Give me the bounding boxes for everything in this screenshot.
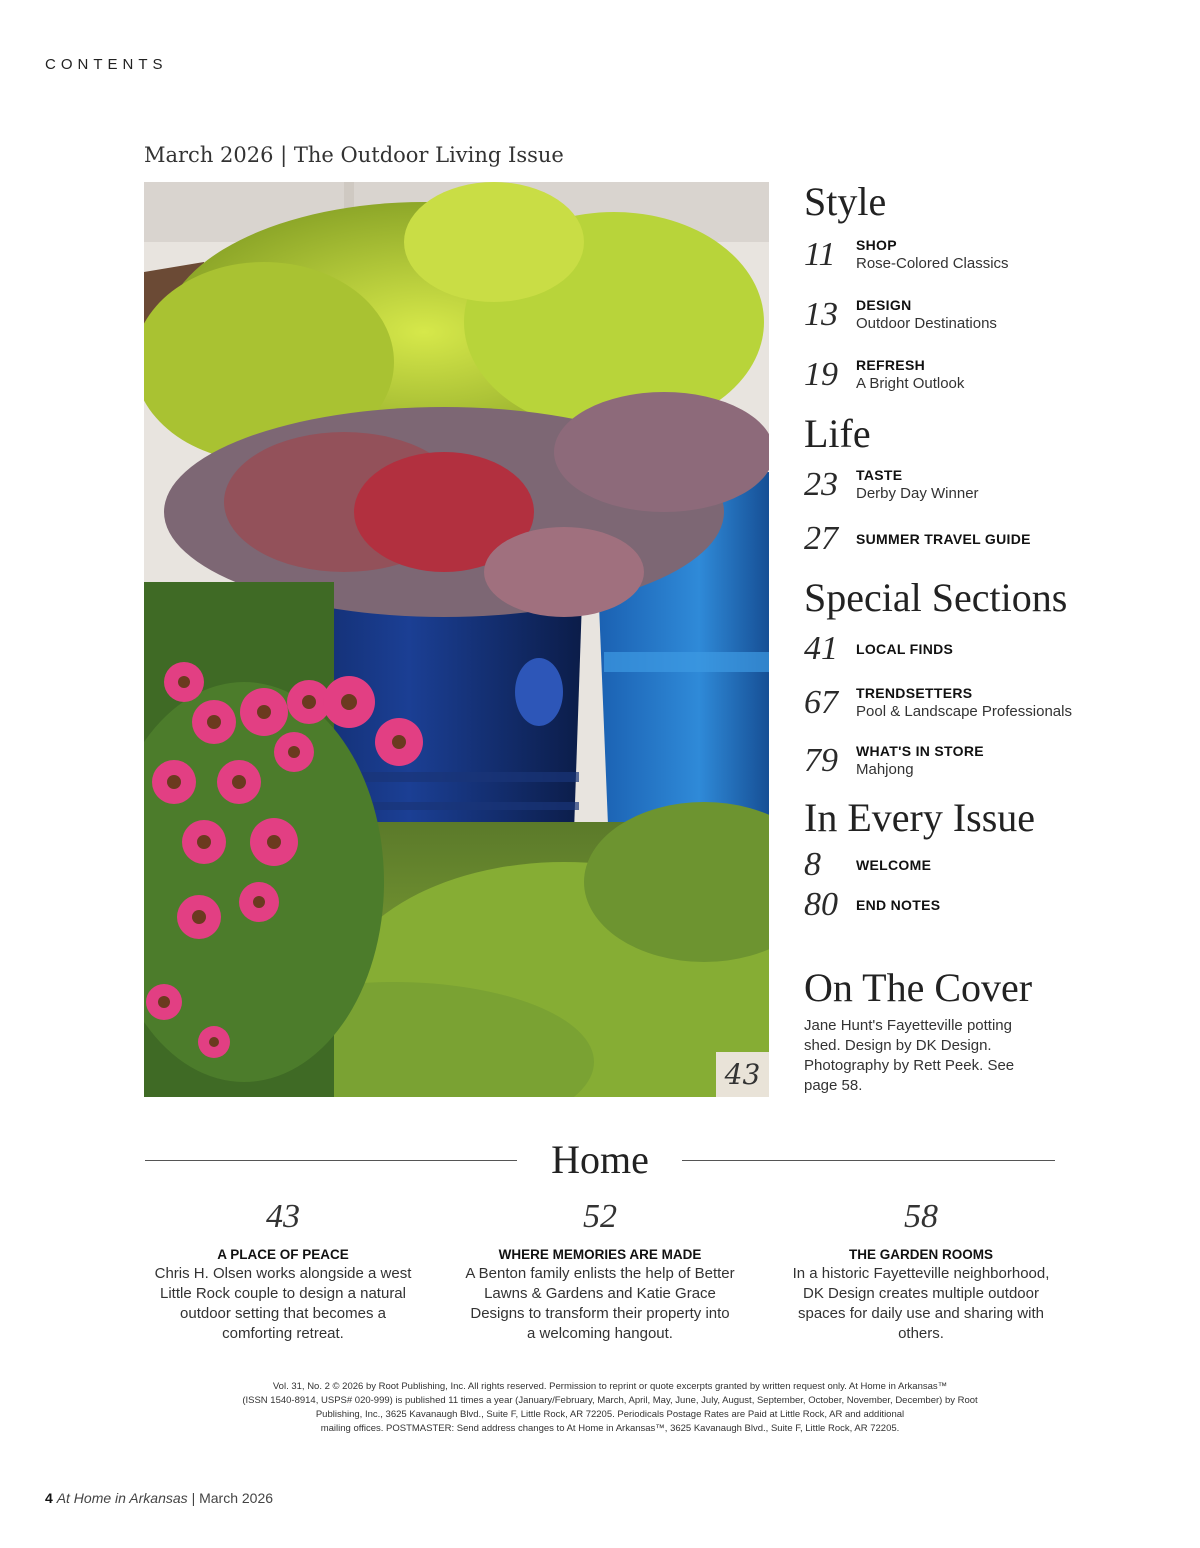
toc-page-number: 79 bbox=[804, 742, 838, 779]
garden-planters-image bbox=[144, 182, 769, 1097]
feature-dek: Chris H. Olsen works alongside a west Little Rock couple to design a natural outdoor setting that becomes a comforting retreat. bbox=[154, 1265, 412, 1342]
toc-kicker: END NOTES bbox=[856, 897, 941, 913]
toc-dek: Derby Day Winner bbox=[856, 485, 979, 502]
toc-heading-in-every-issue: In Every Issue bbox=[804, 795, 1036, 840]
folio-page-number: 4 bbox=[45, 1490, 53, 1506]
toc-entry[interactable] bbox=[804, 632, 1184, 666]
feature-dek: In a historic Fayetteville neighborhood, DK Design creates multiple outdoor spaces for daily use and sharing with others. bbox=[792, 1265, 1050, 1342]
home-heading: Home bbox=[551, 1137, 649, 1182]
table-of-contents bbox=[804, 178, 1184, 922]
toc-page-number: 19 bbox=[804, 356, 838, 393]
toc-kicker: REFRESH bbox=[856, 357, 925, 373]
toc-dek: Pool & Landscape Professionals bbox=[856, 703, 1072, 720]
toc-heading-life: Life bbox=[804, 411, 871, 456]
legal-fine-print bbox=[200, 1380, 1020, 1436]
legal-line: mailing offices. POSTMASTER: Send address changes to At Home in Arkansas™, 3625 Kavanaugh Blvd., Suite F, Little Rock, AR 72205. bbox=[320, 1423, 900, 1434]
legal-line: Vol. 31, No. 2 © 2026 by Root Publishing, Inc. All rights reserved. Permission to reprint or quote excerpts granted by written request only. At Home in Arkansas™ bbox=[272, 1381, 948, 1392]
toc-page-number: 80 bbox=[804, 886, 838, 923]
feature-page-number: 52 bbox=[583, 1198, 617, 1235]
toc-dek: Outdoor Destinations bbox=[856, 315, 997, 332]
toc-entry[interactable] bbox=[804, 742, 1184, 780]
folio bbox=[45, 1490, 273, 1506]
toc-entry[interactable] bbox=[804, 466, 1184, 504]
cover-photo bbox=[144, 182, 769, 1097]
feature-kicker: THE GARDEN ROOMS bbox=[848, 1247, 993, 1262]
toc-page-number: 41 bbox=[804, 630, 838, 667]
feature-kicker: WHERE MEMORIES ARE MADE bbox=[498, 1247, 702, 1262]
toc-dek: Rose-Colored Classics bbox=[856, 255, 1009, 272]
home-feature[interactable] bbox=[148, 1195, 418, 1344]
toc-kicker: WELCOME bbox=[856, 857, 932, 873]
feature-page-number: 43 bbox=[266, 1198, 300, 1235]
folio-magazine: At Home in Arkansas bbox=[56, 1490, 188, 1506]
toc-kicker: TRENDSETTERS bbox=[856, 685, 973, 701]
toc-kicker: SHOP bbox=[856, 237, 897, 253]
toc-page-number: 13 bbox=[804, 296, 838, 333]
on-the-cover-text: Jane Hunt's Fayetteville potting shed. Design by DK Design. Photography by Rett Peek. See page 58. bbox=[804, 1017, 1015, 1094]
legal-line: Publishing, Inc., 3625 Kavanaugh Blvd., Suite F, Little Rock, AR 72205. Periodicals Postage Rates are Paid at Little Rock, AR and additional bbox=[315, 1409, 905, 1420]
feature-dek: A Benton family enlists the help of Better Lawns & Gardens and Katie Grace Designs to transform their property into a welcoming hangout. bbox=[465, 1265, 735, 1342]
toc-entry[interactable] bbox=[804, 848, 1184, 882]
feature-kicker: A PLACE OF PEACE bbox=[217, 1247, 349, 1262]
home-feature[interactable] bbox=[465, 1195, 735, 1344]
folio-separator: | bbox=[191, 1490, 196, 1506]
home-feature[interactable] bbox=[786, 1195, 1056, 1344]
toc-page-number: 23 bbox=[804, 466, 838, 503]
toc-heading-special-sections: Special Sections bbox=[804, 575, 1068, 620]
toc-entry[interactable] bbox=[804, 684, 1184, 722]
toc-entry[interactable] bbox=[804, 888, 1184, 922]
toc-page-number: 67 bbox=[804, 684, 838, 721]
toc-entry[interactable] bbox=[804, 236, 1184, 274]
toc-entry[interactable] bbox=[804, 522, 1184, 556]
feature-page-number: 58 bbox=[904, 1198, 938, 1235]
issue-title: March 2026 | The Outdoor Living Issue bbox=[144, 143, 564, 167]
toc-heading-style: Style bbox=[804, 179, 887, 224]
toc-dek: A Bright Outlook bbox=[856, 375, 965, 392]
page-badge[interactable]: 43 bbox=[716, 1052, 769, 1097]
divider-right bbox=[682, 1160, 1055, 1161]
toc-page-number: 11 bbox=[804, 236, 836, 273]
toc-page-number: 27 bbox=[804, 520, 838, 557]
toc-kicker: TASTE bbox=[856, 467, 903, 483]
toc-dek: Mahjong bbox=[856, 761, 914, 778]
on-the-cover-heading: On The Cover bbox=[804, 965, 1033, 1010]
legal-line: (ISSN 1540-8914, USPS# 020-999) is published 11 times a year (January/February, March, April, May, June, July, August, September, October, November, December) by Root bbox=[242, 1395, 978, 1406]
toc-page-number: 8 bbox=[804, 846, 821, 883]
toc-kicker: SUMMER TRAVEL GUIDE bbox=[856, 531, 1031, 547]
toc-kicker: DESIGN bbox=[856, 297, 912, 313]
folio-date: March 2026 bbox=[199, 1490, 274, 1506]
toc-kicker: WHAT'S IN STORE bbox=[856, 743, 984, 759]
toc-entry[interactable] bbox=[804, 296, 1184, 334]
toc-entry[interactable] bbox=[804, 356, 1184, 394]
section-label: CONTENTS bbox=[45, 56, 168, 73]
toc-kicker: LOCAL FINDS bbox=[856, 641, 954, 657]
